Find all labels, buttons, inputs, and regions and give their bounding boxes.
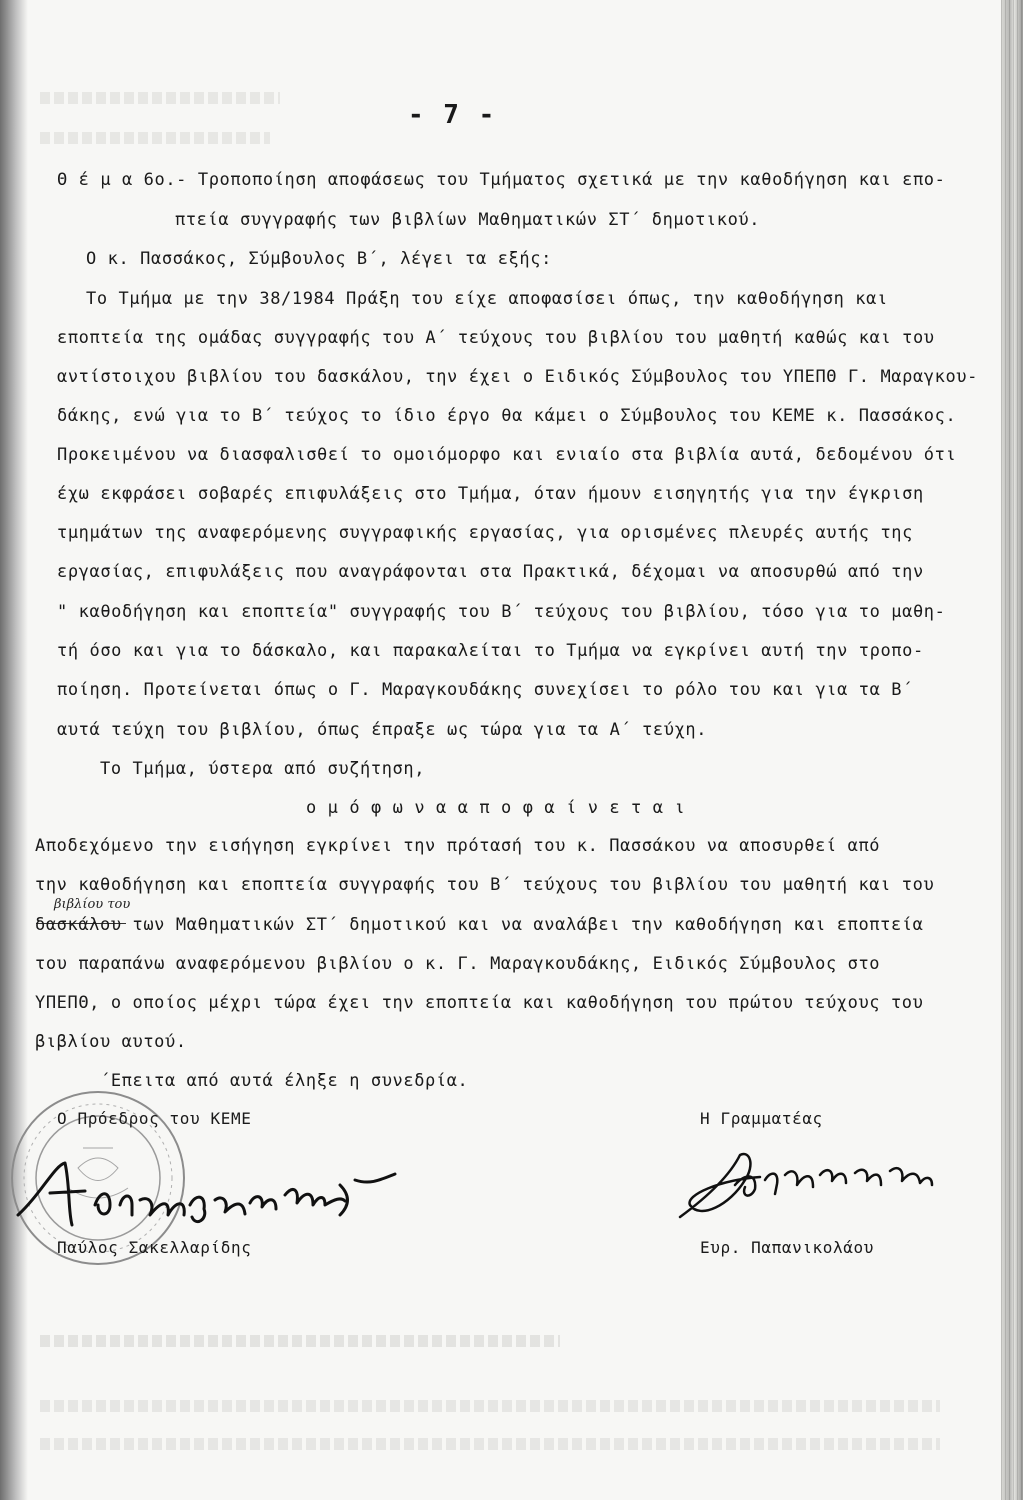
text-line: δάκης, ενώ για το Β΄ τεύχος το ίδιο έργο θα κάμει ο Σύμβουλος του ΚΕΜΕ κ. Πασσάκος. <box>57 406 957 426</box>
secretary-title: Η Γραμματέας <box>700 1109 823 1128</box>
chair-title: Ο Πρόεδρος του ΚΕΜΕ <box>57 1109 252 1128</box>
text-line: τή όσο και για το δάσκαλο, και παρακαλείται το Τμήμα να εγκρίνει αυτή την τροπο- <box>57 641 924 661</box>
text-line: ποίηση. Προτείνεται όπως ο Γ. Μαραγκουδάκης συνεχίσει το ρόλο του και για τα Β΄ <box>57 680 913 700</box>
decision-heading: ο μ ό φ ω ν α α π ο φ α ί ν ε τ α ι <box>306 798 686 818</box>
text-line: εργασίας, επιφυλάξεις που αναγράφονται στα Πρακτικά, δέχομαι να αποσυρθώ από την <box>57 562 924 582</box>
binding-shadow <box>0 0 28 1500</box>
show-through-text <box>40 92 280 104</box>
topic-heading-line: πτεία συγγραφής των βιβλίων Μαθηματικών ΣΤ΄ δημοτικού. <box>175 210 761 230</box>
secretary-signature <box>660 1145 950 1230</box>
topic-heading-line: Θ έ μ α 6ο.- Τροποποίηση αποφάσεως του Τμήματος σχετικά με την καθοδήγηση και επο- <box>57 170 946 190</box>
text-line: βιβλίου αυτού. <box>35 1032 187 1052</box>
show-through-text <box>40 132 270 144</box>
text-line: ΥΠΕΠΘ, ο οποίος μέχρι τώρα έχει την εποπτεία και καθοδήγηση του πρώτου τεύχους του <box>35 993 924 1013</box>
text-line: αντίστοιχου βιβλίου του δασκάλου, την έχει ο Ειδικός Σύμβουλος του ΥΠΕΠΘ Γ. Μαραγκου- <box>57 367 978 387</box>
handwritten-insertion: βιβλίου του <box>54 897 131 912</box>
text-line: Προκειμένου να διασφαλισθεί το ομοιόμορφο και ενιαίο στα βιβλία αυτά, δεδομένου ότι <box>57 445 957 465</box>
page-number: - 7 - <box>408 100 497 130</box>
secretary-name: Ευρ. Παπανικολάου <box>700 1238 874 1257</box>
closing-line: ΄Επειτα από αυτά έληξε η συνεδρία. <box>100 1071 469 1091</box>
text-line: εποπτεία της ομάδας συγγραφής του Α΄ τεύχους του βιβλίου του μαθητή καθώς και του <box>57 328 935 348</box>
text-line: Αποδεχόμενο την εισήγηση εγκρίνει την πρότασή του κ. Πασσάκου να αποσυρθεί από <box>35 836 881 856</box>
text-line: τμημάτων της αναφερόμενης συγγραφικής εργασίας, για ορισμένες πλευρές αυτής της <box>57 523 913 543</box>
text-line: Ο κ. Πασσάκος, Σύμβουλος Β΄, λέγει τα εξής: <box>86 249 552 269</box>
text-line: Το Τμήμα με την 38/1984 Πράξη του είχε αποφασίσει όπως, την καθοδήγηση και <box>86 289 888 309</box>
text-line: δασκάλου των Μαθηματικών ΣΤ΄ δημοτικού και να αναλάβει την καθοδήγηση και εποπτεία <box>35 915 924 935</box>
chair-name: Παύλος Σακελλαρίδης <box>57 1238 252 1257</box>
text-line: αυτά τεύχη του βιβλίου, όπως έπραξε ως τώρα για τα Α΄ τεύχη. <box>57 720 708 740</box>
show-through-text <box>40 1335 560 1347</box>
page-stack-edge <box>1001 0 1023 1500</box>
text-line: του παραπάνω αναφερόμενου βιβλίου ο κ. Γ. Μαραγκουδάκης, Ειδικός Σύμβουλος στο <box>35 954 881 974</box>
show-through-text <box>40 1400 940 1412</box>
text-line: την καθοδήγηση και εποπτεία συγγραφής του Β΄ τεύχους του βιβλίου του μαθητή και του <box>35 875 935 895</box>
text-line: έχω εκφράσει σοβαρές επιφυλάξεις στο Τμήμα, όταν ήμουν εισηγητής για την έγκριση <box>57 484 924 504</box>
chair-signature <box>10 1155 410 1235</box>
show-through-text <box>40 1438 940 1450</box>
text-line: Το Τμήμα, ύστερα από συζήτηση, <box>100 759 426 779</box>
text-line: " καθοδήγηση και εποπτεία" συγγραφής του Β΄ τεύχους του βιβλίου, τόσο για το μαθη- <box>57 602 946 622</box>
